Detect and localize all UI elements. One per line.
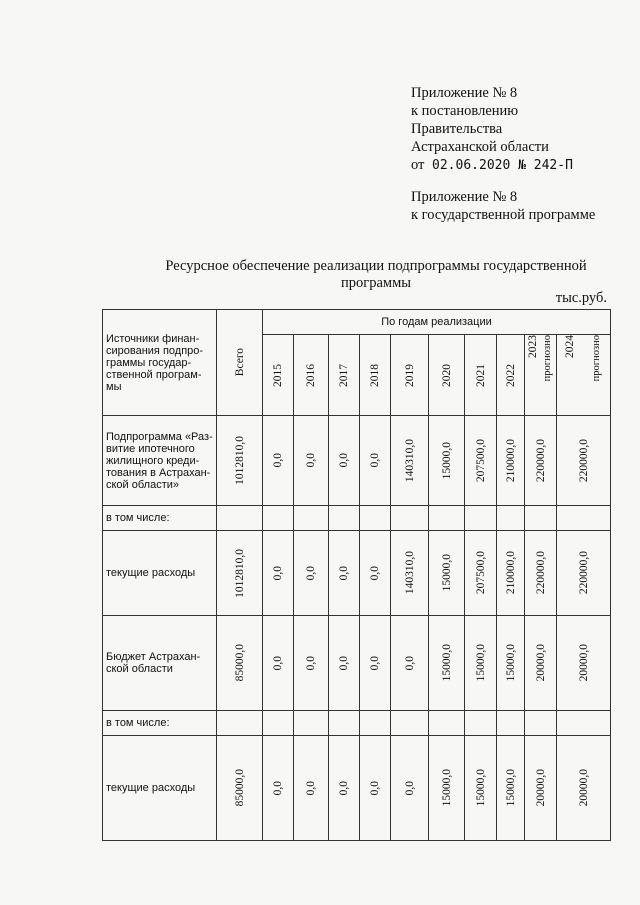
subheading-row bbox=[103, 711, 611, 736]
value-cell bbox=[465, 736, 497, 841]
value-cell bbox=[360, 416, 391, 506]
value: 220000,0 bbox=[577, 438, 590, 483]
year-header-2015 bbox=[263, 335, 294, 416]
value: 15000,0 bbox=[440, 441, 453, 480]
value-cell bbox=[429, 531, 465, 616]
total-cell bbox=[217, 531, 263, 616]
value-cell bbox=[360, 531, 391, 616]
value: 0,0 bbox=[272, 453, 284, 468]
empty-cell bbox=[329, 711, 360, 736]
value: 15000,0 bbox=[474, 769, 487, 807]
empty-cell bbox=[329, 506, 360, 531]
value-cell bbox=[557, 531, 611, 616]
page-title bbox=[150, 258, 602, 292]
value-cell bbox=[557, 416, 611, 506]
value: 15000,0 bbox=[504, 644, 517, 682]
value-cell bbox=[360, 616, 391, 711]
empty-cell bbox=[391, 711, 429, 736]
table-row bbox=[103, 736, 611, 841]
value-cell bbox=[294, 416, 329, 506]
value-cell bbox=[465, 531, 497, 616]
value: 20000,0 bbox=[577, 769, 590, 807]
empty-cell bbox=[465, 711, 497, 736]
value: 140310,0 bbox=[403, 551, 416, 595]
value-cell bbox=[497, 416, 525, 506]
value: 0,0 bbox=[403, 655, 416, 671]
to-decree: к постановлению bbox=[411, 103, 519, 119]
table-row bbox=[103, 416, 611, 506]
title-line-2: программы bbox=[341, 275, 411, 291]
value-cell bbox=[329, 736, 360, 841]
title-line-1: Ресурсное обеспечение реализации подпрограммы государственной bbox=[165, 258, 587, 274]
subheading-label: в том числе: bbox=[103, 711, 217, 736]
empty-cell bbox=[557, 506, 611, 531]
row-label: текущие расходы bbox=[103, 531, 217, 616]
year-label: 2023 bbox=[526, 335, 539, 358]
value-cell bbox=[465, 616, 497, 711]
row-label: Подпрограмма «Раз-витие ипотечного жилищного креди-тования в Астрахан-ской области» bbox=[103, 416, 217, 506]
empty-cell bbox=[217, 506, 263, 531]
value-cell bbox=[525, 531, 557, 616]
value: 220000,0 bbox=[577, 551, 590, 595]
value: 15000,0 bbox=[474, 644, 487, 682]
total-cell bbox=[217, 736, 263, 841]
empty-cell bbox=[263, 506, 294, 531]
total-value: 1012810,0 bbox=[233, 436, 246, 485]
empty-cell bbox=[217, 711, 263, 736]
value: 15000,0 bbox=[440, 769, 453, 807]
empty-cell bbox=[294, 506, 329, 531]
value: 0,0 bbox=[369, 655, 381, 671]
source-header: Источники финан-сирования подпро-граммы государ-ственной програм-мы bbox=[103, 310, 217, 416]
total-value: 85000,0 bbox=[233, 769, 246, 807]
total-value: 1012810,0 bbox=[233, 548, 246, 598]
value-cell bbox=[497, 531, 525, 616]
value: 0,0 bbox=[272, 655, 284, 671]
empty-cell bbox=[465, 506, 497, 531]
units-label: тыс.руб. bbox=[555, 290, 607, 306]
year-label: 2016 bbox=[305, 363, 317, 387]
value-cell bbox=[497, 616, 525, 711]
value-cell bbox=[525, 616, 557, 711]
value-cell bbox=[429, 616, 465, 711]
value: 0,0 bbox=[369, 453, 381, 468]
value-cell bbox=[391, 616, 429, 711]
value-cell bbox=[429, 416, 465, 506]
value: 0,0 bbox=[305, 780, 317, 796]
value-cell bbox=[263, 531, 294, 616]
value: 15000,0 bbox=[440, 644, 453, 682]
year-label: 2020 bbox=[440, 363, 453, 387]
value: 20000,0 bbox=[534, 644, 547, 682]
year-header-2020 bbox=[429, 335, 465, 416]
value-cell bbox=[329, 616, 360, 711]
value-cell bbox=[525, 416, 557, 506]
decree-date-line bbox=[411, 156, 595, 175]
year-label: 2024 bbox=[564, 335, 577, 358]
empty-cell bbox=[429, 711, 465, 736]
value: 15000,0 bbox=[504, 769, 517, 807]
value-cell bbox=[465, 416, 497, 506]
value-cell bbox=[557, 736, 611, 841]
value: 210000,0 bbox=[504, 551, 517, 595]
total-cell bbox=[217, 416, 263, 506]
empty-cell bbox=[360, 711, 391, 736]
year-header-2017 bbox=[329, 335, 360, 416]
year-header-2016 bbox=[294, 335, 329, 416]
date-prefix: от bbox=[411, 157, 425, 173]
value: 0,0 bbox=[272, 565, 284, 581]
empty-cell bbox=[429, 506, 465, 531]
decree-date-number: 02.06.2020 № 242-П bbox=[432, 158, 573, 173]
row-label: текущие расходы bbox=[103, 736, 217, 841]
year-header-2022 bbox=[497, 335, 525, 416]
year-label: 2019 bbox=[403, 363, 416, 387]
value-cell bbox=[263, 416, 294, 506]
total-cell bbox=[217, 616, 263, 711]
value-cell bbox=[391, 736, 429, 841]
value-cell bbox=[263, 736, 294, 841]
value-cell bbox=[391, 531, 429, 616]
total-value: 85000,0 bbox=[233, 644, 246, 682]
value: 0,0 bbox=[305, 655, 317, 671]
year-label: 2015 bbox=[272, 363, 284, 387]
value: 15000,0 bbox=[440, 554, 453, 592]
value: 0,0 bbox=[305, 453, 317, 468]
empty-cell bbox=[525, 506, 557, 531]
value: 0,0 bbox=[305, 565, 317, 581]
value-cell bbox=[391, 416, 429, 506]
value: 207500,0 bbox=[474, 551, 487, 595]
row-label: Бюджет Астрахан-ской области bbox=[103, 616, 217, 711]
empty-cell bbox=[263, 711, 294, 736]
value-cell bbox=[329, 416, 360, 506]
value-cell bbox=[294, 616, 329, 711]
value-cell bbox=[263, 616, 294, 711]
value-cell bbox=[429, 736, 465, 841]
year-header-2019 bbox=[391, 335, 429, 416]
value: 0,0 bbox=[338, 655, 350, 671]
empty-cell bbox=[497, 506, 525, 531]
value-cell bbox=[360, 736, 391, 841]
subheading-row bbox=[103, 506, 611, 531]
table-row bbox=[103, 616, 611, 711]
to-state-program: к государственной программе bbox=[411, 207, 596, 223]
value: 0,0 bbox=[272, 780, 284, 796]
empty-cell bbox=[525, 711, 557, 736]
value: 0,0 bbox=[369, 780, 381, 796]
value-cell bbox=[294, 736, 329, 841]
empty-cell bbox=[497, 711, 525, 736]
empty-cell bbox=[391, 506, 429, 531]
year-label: 2022 bbox=[504, 363, 517, 387]
value: 207500,0 bbox=[474, 438, 487, 483]
resource-table bbox=[102, 309, 611, 841]
value: 220000,0 bbox=[534, 438, 547, 483]
value: 0,0 bbox=[338, 453, 350, 468]
value: 0,0 bbox=[403, 780, 416, 796]
years-header: По годам реализации bbox=[263, 310, 611, 335]
value-cell bbox=[557, 616, 611, 711]
value: 20000,0 bbox=[534, 769, 547, 807]
value-cell bbox=[525, 736, 557, 841]
value-cell bbox=[329, 531, 360, 616]
appendix-title: Приложение № 8 bbox=[411, 85, 518, 101]
year-label: 2018 bbox=[369, 363, 381, 387]
table-row bbox=[103, 531, 611, 616]
appendix-title-2: Приложение № 8 bbox=[411, 189, 518, 205]
total-header-text: Всего bbox=[233, 348, 246, 377]
year-header-2024 bbox=[557, 335, 611, 416]
value: 220000,0 bbox=[534, 551, 547, 595]
year-header-2023 bbox=[525, 335, 557, 416]
subheading-label: в том числе: bbox=[103, 506, 217, 531]
forecast-note: прогнозно bbox=[542, 335, 554, 382]
total-header bbox=[217, 310, 263, 416]
value-cell bbox=[294, 531, 329, 616]
empty-cell bbox=[360, 506, 391, 531]
year-header-2018 bbox=[360, 335, 391, 416]
year-label: 2021 bbox=[474, 363, 487, 387]
value: 210000,0 bbox=[504, 438, 517, 483]
value: 0,0 bbox=[338, 780, 350, 796]
value-cell bbox=[497, 736, 525, 841]
year-header-2021 bbox=[465, 335, 497, 416]
empty-cell bbox=[557, 711, 611, 736]
year-label: 2017 bbox=[338, 363, 350, 387]
document-header bbox=[411, 84, 595, 224]
value: 0,0 bbox=[369, 565, 381, 581]
value: 0,0 bbox=[338, 565, 350, 581]
region: Астраханской области bbox=[411, 139, 549, 155]
value: 20000,0 bbox=[577, 644, 590, 682]
value: 140310,0 bbox=[403, 438, 416, 483]
government: Правительства bbox=[411, 121, 503, 137]
empty-cell bbox=[294, 711, 329, 736]
forecast-note: прогнозно bbox=[590, 335, 602, 382]
